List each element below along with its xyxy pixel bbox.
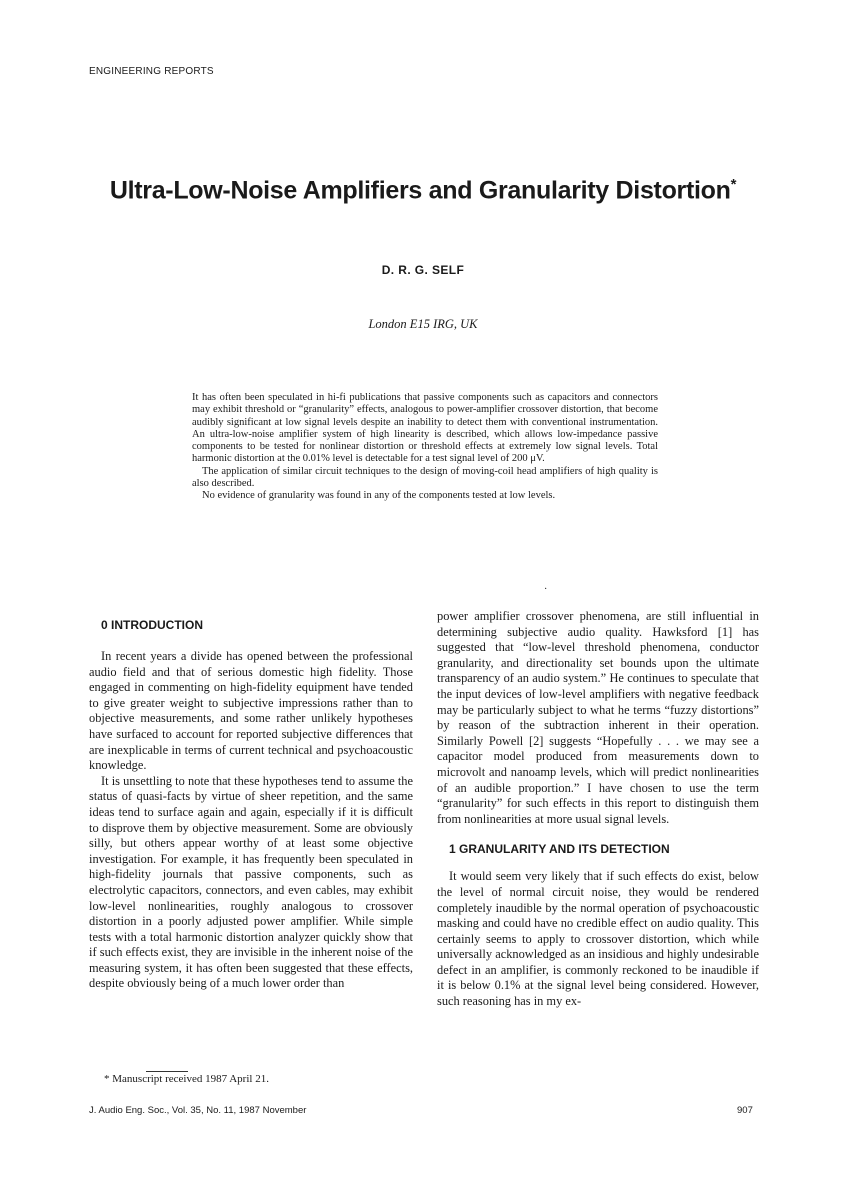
author-affiliation: London E15 IRG, UK [368, 317, 478, 331]
right-column [437, 609, 759, 1010]
body-paragraph: It is unsettling to note that these hypotheses tend to assume the status of quasi-facts by virtue of sheer repetition, and the same ideas tend to surface again and again, especially if it is difficult to disprove them by objective measurement. Some are obviously silly, but others appear worthy of at least some objective investigation. For example, it has frequently been speculated in high-fidelity journals that passive components, such as electrolytic capacitors, connectors, and even cables, may exhibit low-level nonlinearities, roughly analogous to crossover distortion in a poorly adjusted power amplifier. While simple tests with a total harmonic distortion analyzer quickly show that if such effects exist, they are invisible in the inherent noise of the measuring system, it has often been suggested that these effects, despite obviously being of a much lower order than [89, 773, 413, 991]
footnote: * Manuscript received 1987 April 21. [104, 1073, 269, 1085]
section-heading-introduction: 0 INTRODUCTION [101, 618, 203, 632]
separator-dot: · [544, 584, 548, 595]
author-name: D. R. G. SELF [381, 263, 465, 277]
body-paragraph: In recent years a divide has opened between the professional audio field and that of serious domestic high fidelity. Those engaged in commenting on high-fidelity equipment have tended to give greater weight to subjective impressions rather than to objective measurements, and some rather unlikely hypotheses have surfaced to account for reported subjective differences that are inexplicable in terms of current technical and psychoacoustic knowledge. [89, 649, 413, 773]
body-paragraph: power amplifier crossover phenomena, are still influential in determining subjective audio quality. Hawksford [1] has suggested that “low-level threshold phenomena, conductor granularity, and directionality set bounds upon the ultimate transparency of an audio system.” He continues to speculate that the input devices of low-level amplifiers with negative feedback may be particularly subject to what he terms “fuzzy distortions” by reason of the subtraction inherent in their operation. Similarly Powell [2] suggests “Hopefully . . . we may see a capacitor model produced from measurements down to microvolt and nanoamp levels, which will predict nonlinearities of an audible proportion.” I have chosen to use the term “granularity” for such effects in this report to distinguish them from nonlinearities at more usual signal levels. [437, 609, 759, 826]
footnote-rule [146, 1071, 188, 1072]
left-column [89, 617, 413, 992]
journal-citation: J. Audio Eng. Soc., Vol. 35, No. 11, 1987 November [89, 1105, 307, 1116]
title-footnote-mark: * [730, 176, 737, 193]
abstract-paragraph: The application of similar circuit techniques to the design of moving-coil head amplifiers of high quality is also described. [192, 465, 658, 490]
running-head: ENGINEERING REPORTS [89, 66, 214, 77]
page-number: 907 [737, 1105, 753, 1116]
paper-title [0, 176, 846, 205]
body-paragraph: It would seem very likely that if such effects do exist, below the level of normal circuit noise, they would be rendered completely inaudible by the normal operation of psychoacoustic masking and could have no credible effect on audio quality. This certainly seems to apply to crossover distortion, which while universally acknowledged as an insidious and highly undesirable defect in an amplifier, is commonly reckoned to be inaudible if it is below 0.1% at the signal level being considered. However, such reasoning has in my ex- [437, 869, 759, 1009]
section-heading-granularity: 1 GRANULARITY AND ITS DETECTION [449, 842, 670, 857]
title-text: Ultra-Low-Noise Amplifiers and Granularity Distortion [109, 176, 731, 205]
abstract-paragraph: It has often been speculated in hi-fi publications that passive components such as capacitors and connectors may exhibit threshold or “granularity” effects, analogous to power-amplifier crossover distortion, that become audibly significant at low signal levels despite an inability to detect them with conventional instrumentation. An ultra-low-noise amplifier system of high linearity is described, which allows low-impedance passive components to be tested for nonlinear distortion or threshold effects at extremely low signal levels. Total harmonic distortion at the 0.01% level is detectable for a test signal level of 200 μV. [192, 392, 658, 465]
abstract [192, 392, 658, 503]
abstract-paragraph: No evidence of granularity was found in any of the components tested at low levels. [202, 490, 556, 502]
